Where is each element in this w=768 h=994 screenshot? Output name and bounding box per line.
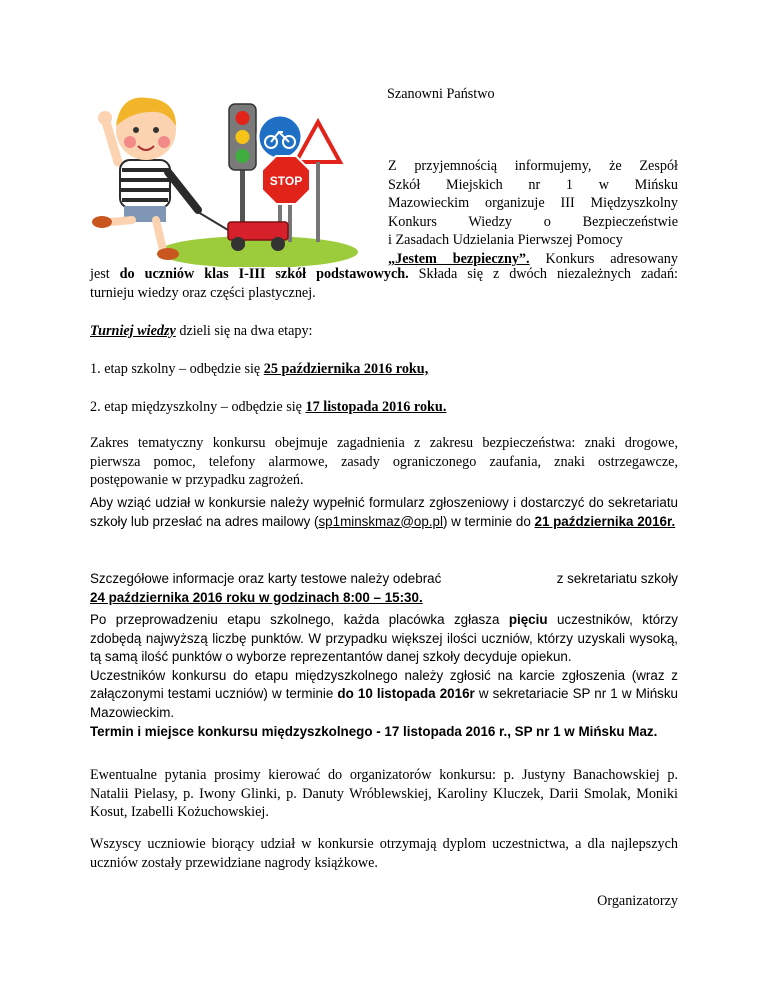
stage-2-date: 17 listopada 2016 roku. bbox=[305, 399, 447, 415]
scope-paragraph: Zakres tematyczny konkursu obejmuje zagadnienia z zakresu bezpieczeństwa: znaki drogowe, pierwsza pomoc, telefony alarmowe, zasady ograniczonego zaufania, znaki ostrzegawcze, postępowanie w przypadku zagrożeń. bbox=[90, 435, 678, 489]
awards-paragraph: Wszyscy uczniowie biorący udział w konkursie otrzymają dyplom uczestnictwa, a dla najlepszych uczniów zostały przewidziane nagrody książkowe. bbox=[90, 836, 678, 871]
intro-line: i Zasadach Udzielania Pierwszej Pomocy bbox=[388, 232, 623, 249]
intro-text: Składa się z dwóch niezależnych zadań: bbox=[408, 266, 678, 282]
audience-text: do uczniów klas I-III szkół podstawowych. bbox=[119, 266, 409, 282]
intro-text: Konkurs adresowany bbox=[529, 250, 678, 267]
selection-paragraph bbox=[90, 611, 678, 741]
stage-1-paragraph bbox=[90, 360, 678, 379]
stop-sign-text: STOP bbox=[269, 174, 303, 188]
signature: Organizatorzy bbox=[597, 893, 678, 909]
final-date-place: Termin i miejsce konkursu międzyszkolnego - 17 listopada 2016 r., SP nr 1 w Mińsku Maz. bbox=[90, 723, 658, 739]
questions-paragraph: Ewentualne pytania prosimy kierować do organizatorów konkursu: p. Justyny Banachowskiej p. Natalii Pielasy, p. Iwony Glinki, p. Danuty Wróblewskiej, Karoliny Kluczek, Darii Smolak, Moniki Kosut, Izabelli Kożuchowskiej. bbox=[90, 767, 678, 821]
details-text: Szczegółowe informacje oraz karty testowe należy odebrać bbox=[90, 571, 442, 586]
registration-text: ) w terminie do bbox=[442, 513, 535, 529]
participant-count: pięciu bbox=[508, 612, 548, 627]
stage-2-paragraph bbox=[90, 398, 678, 417]
stage-1-date: 25 października 2016 roku, bbox=[263, 361, 429, 377]
selection-text: Po przeprowadzeniu etapu szkolnego, każda placówka zgłasza bbox=[90, 612, 509, 627]
details-line bbox=[90, 570, 678, 589]
boy-figure-icon bbox=[92, 98, 198, 260]
registration-deadline: 21 października 2016r. bbox=[534, 513, 676, 529]
intro-text: jest bbox=[90, 266, 120, 282]
road-safety-illustration bbox=[88, 82, 358, 267]
intro-paragraph-top bbox=[388, 157, 678, 269]
intro-line: turnieju wiedzy oraz części plastycznej. bbox=[90, 284, 316, 301]
submission-deadline: do 10 listopada 2016r bbox=[337, 686, 475, 702]
selection-text: Uczestników konkursu do etapu międzyszkolnego należy zgłosić na karcie zgłoszenia (wraz z załączonymi testami uczniów) w terminie bbox=[90, 667, 678, 702]
stage-1-text: 1. etap szkolny – odbędzie się bbox=[90, 361, 264, 377]
registration-text: Aby wziąć udział w konkursie należy wypełnić formularz zgłoszeniowy i dostarczyć do sekretariatu szkoły lub przesłać na adres mailowy ( bbox=[90, 495, 678, 529]
details-date: 24 października 2016 roku w godzinach 8:00 – 15:30. bbox=[90, 589, 423, 605]
intro-line: Mazowieckim organizuje III Międzyszkolny bbox=[388, 195, 678, 212]
stage-2-text: 2. etap międzyszkolny – odbędzie się bbox=[90, 399, 306, 415]
registration-paragraph bbox=[90, 494, 678, 531]
contest-title: „Jestem bezpieczny”. bbox=[388, 250, 530, 267]
intro-line bbox=[90, 265, 678, 284]
intro-line: Szkół Miejskich nr 1 w Mińsku bbox=[388, 176, 678, 193]
turniej-text: dzieli się na dwa etapy: bbox=[175, 323, 313, 339]
intro-line: Konkurs Wiedzy o Bezpieczeństwie bbox=[388, 213, 678, 230]
details-tail: z sekretariatu szkoły bbox=[556, 571, 678, 586]
selection-text: uczestników, którzy zdobędą najwyższą liczbę punktów. W przypadku większej ilości uczniów, którzy uzyskali wysoką, tą samą ilość punktów o wyborze reprezentantów danej szkoły decyduje opiekun. bbox=[90, 612, 678, 665]
email-link[interactable]: sp1minskmaz@op.pl bbox=[318, 513, 443, 529]
intro-paragraph-bottom bbox=[90, 265, 678, 302]
selection-text: w sekretariacie SP nr 1 w Mińsku Mazowieckim. bbox=[90, 686, 678, 720]
turniej-label: Turniej wiedzy bbox=[90, 323, 176, 339]
turniej-paragraph bbox=[90, 322, 678, 341]
greeting: Szanowni Państwo bbox=[387, 86, 495, 102]
details-paragraph bbox=[90, 570, 678, 607]
intro-line: Z przyjemnością informujemy, że Zespół bbox=[388, 158, 678, 174]
